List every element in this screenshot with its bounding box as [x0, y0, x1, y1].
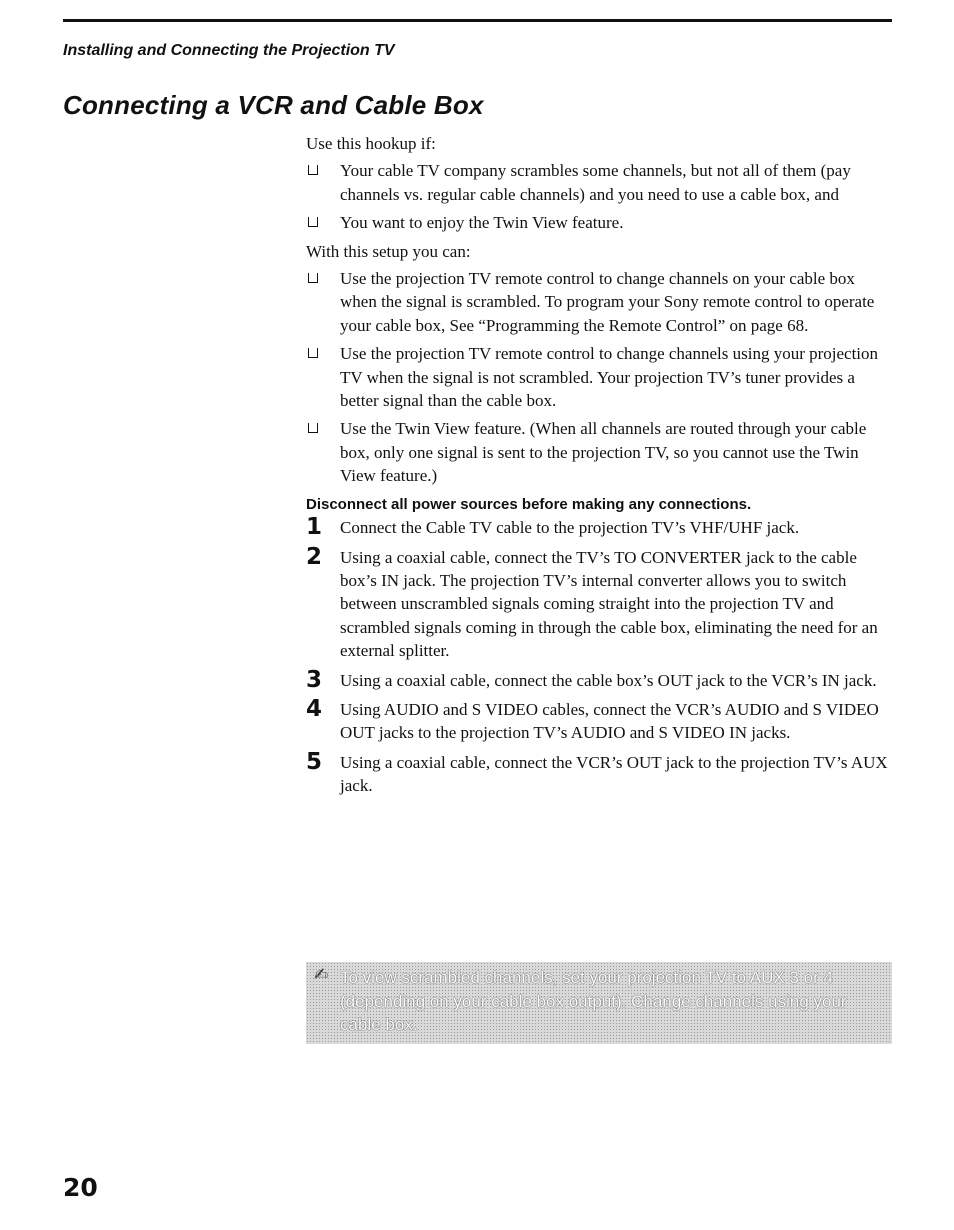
condition-text: Your cable TV company scrambles some channels, but not all of them (pay channels vs. regular cable channels) and you need to use a cable box, and: [340, 161, 851, 204]
steps-list: [306, 516, 892, 797]
checkbox-icon: [308, 273, 318, 283]
intro-text: Use this hookup if:: [306, 134, 436, 153]
step-text: Using AUDIO and S VIDEO cables, connect the VCR’s AUDIO and S VIDEO OUT jacks to the projection TV’s AUDIO and S VIDEO IN jacks.: [340, 699, 879, 743]
conditions-list: [306, 159, 892, 234]
checkbox-icon: [308, 217, 318, 227]
note-box: [306, 962, 892, 1044]
benefit-text: Use the projection TV remote control to change channels using your projection TV when the signal is not scrambled. Your projection TV’s tuner provides a better signal than the cable box.: [340, 344, 879, 411]
step-number: 5: [306, 748, 323, 775]
note-text: To view scrambled channels, set your projection TV to AUX 3 or 4 (depending on your cable box output). Change channels using your cable box.: [340, 968, 847, 1034]
benefit-text: Use the projection TV remote control to change channels on your cable box when the signal is scrambled. To program your Sony remote control to operate your cable box, See “Programming the Remote Control” on page 68.: [340, 269, 875, 335]
step-item: [306, 695, 892, 745]
header-rule: [63, 19, 892, 22]
step-number: 3: [306, 666, 323, 693]
main-content: [306, 132, 892, 804]
checkbox-icon: [308, 165, 318, 175]
step-item: [306, 516, 892, 539]
benefit-item: [306, 342, 892, 412]
benefit-item: [306, 417, 892, 487]
warning-text: Disconnect all power sources before making any connections.: [306, 495, 752, 513]
condition-text: You want to enjoy the Twin View feature.: [340, 213, 624, 233]
checkbox-icon: [308, 348, 318, 358]
benefit-item: [306, 267, 892, 337]
condition-item: [306, 211, 892, 234]
step-text: Connect the Cable TV cable to the projection TV’s VHF/UHF jack.: [340, 518, 800, 538]
step-text: Using a coaxial cable, connect the TV’s TO CONVERTER jack to the cable box’s IN jack. The projection TV’s internal converter allows you to switch between unscrambled signals coming straight into the projection TV and scrambled signals coming in through the cable box, eliminating the need for an external splitter.: [340, 547, 878, 661]
step-text: Using a coaxial cable, connect the cable box’s OUT jack to the VCR’s IN jack.: [340, 670, 877, 690]
pencil-note-icon: ✍: [314, 965, 329, 985]
step-item: [306, 543, 892, 663]
step-item: [306, 748, 892, 798]
page-title: Connecting a VCR and Cable Box: [63, 90, 484, 120]
step-number: 2: [306, 543, 323, 570]
benefit-text: Use the Twin View feature. (When all channels are routed through your cable box, only one signal is sent to the projection TV, so you cannot use the Twin View feature.): [340, 419, 867, 486]
page-number: 20: [63, 1173, 98, 1202]
step-text: Using a coaxial cable, connect the VCR’s OUT jack to the projection TV’s AUX jack.: [340, 752, 888, 796]
benefits-list: [306, 267, 892, 488]
checkbox-icon: [308, 423, 318, 433]
step-item: [306, 666, 892, 693]
condition-item: [306, 159, 892, 206]
setup-lead-text: With this setup you can:: [306, 241, 471, 261]
section-header: Installing and Connecting the Projection TV: [63, 42, 395, 59]
step-number: 1: [306, 514, 323, 541]
step-number: 4: [306, 695, 323, 722]
